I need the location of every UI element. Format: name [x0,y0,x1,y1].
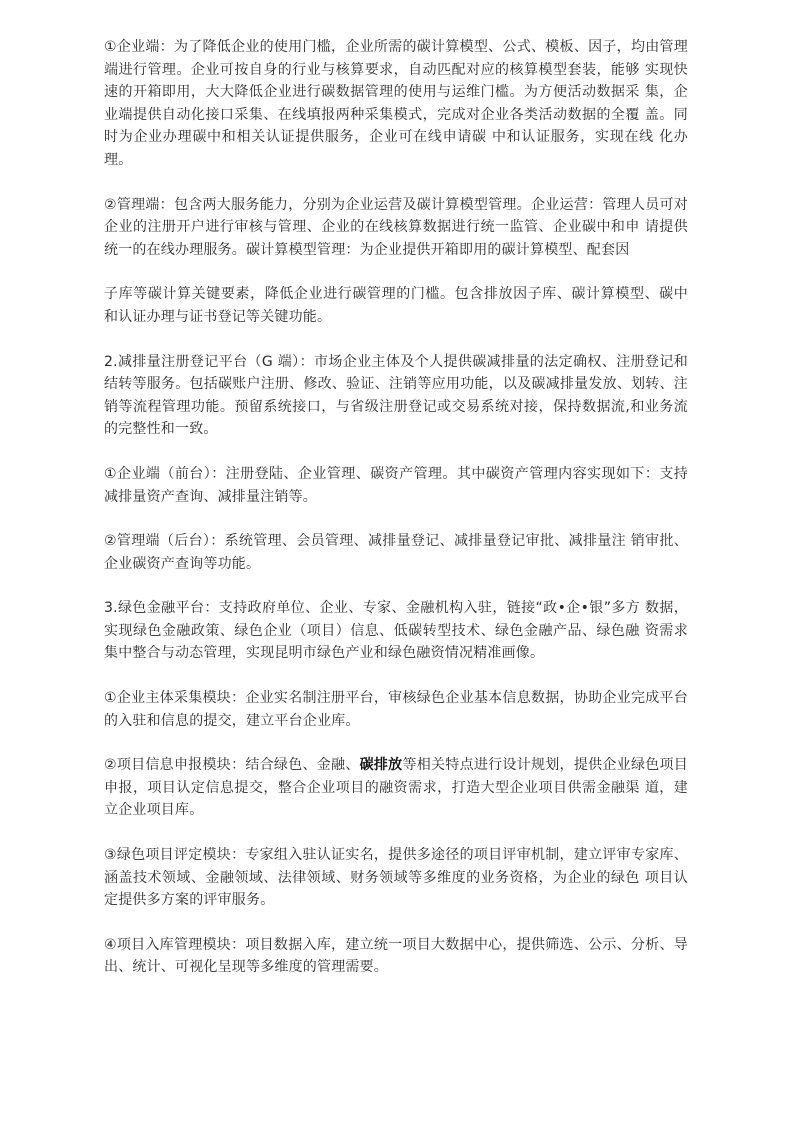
document-body [104,36,688,1001]
paragraph-emission-registry: 2.减排量注册登记平台（G 端）：市场企业主体及个人提供碳减排量的法定确权、注册登记和结转等服务。包括碳账户注册、修改、验证、注销等应用功能，以及碳减排量发放、划转、注销等流程管理功能。预留系统接口，与省级注册登记或交易系统对接，保持数据流,和业务流的完整性和一致。 [104,353,688,438]
paragraph-management-end: ②管理端：包含两大服务能力，分别为企业运营及碳计算模型管理。企业运营：管理人员可对企业的注册开户进行审核与管理、企业的在线核算数据进行统一监管、企业碳中和申 请提供统一的在线办理服务。碳计算模型管理：为企业提供开箱即用的碳计算模型、配套因 [104,196,688,258]
paragraph-project-evaluation: ③绿色项目评定模块：专家组入驻认证实名，提供多途径的项目评审机制，建立评审专家库、涵盖技术领域、金融领域、法律领域、财务领域等多维度的业务资格，为企业的绿色 项目认定提供多方案的评审服务。 [104,847,688,909]
project-text-before: ②项目信息申报模块：结合绿色、金融、 [104,757,360,774]
project-text-bold: 碳排放 [359,757,403,774]
paragraph-registry-frontend: ①企业端（前台）：注册登陆、企业管理、碳资产管理。其中碳资产管理内容实现如下：支持减排量资产查询、减排量注销等。 [104,465,688,505]
project-text-after: 等相关特点进行设计规划，提供企业绿色项目申报，项目认定信息提交，整合企业项目的融资需求，打造大型企业项目供需金融渠 道，建立企业项目库。 [104,757,688,819]
paragraph-project-storage: ④项目入库管理模块：项目数据入库，建立统一项目大数据中心，提供筛选、公示、分析、导出、统计、可视化呈现等多维度的管理需要。 [104,936,688,976]
paragraph-enterprise-collection: ①企业主体采集模块：企业实名制注册平台，审核绿色企业基本信息数据，协助企业完成平台的入驻和信息的提交，建立平台企业库。 [104,690,688,729]
paragraph-green-finance: 3.绿色金融平台：支持政府单位、企业、专家、金融机构入驻，链接“政•企•银”多方 数据，实现绿色金融政策、绿色企业（项目）信息、低碳转型技术、绿色金融产品、绿色融 资需求集中整合与动态管理，实现昆明市绿色产业和绿色融资情况精准画像。 [104,600,688,662]
paragraph-project-declaration [104,754,688,822]
paragraph-registry-backend: ②管理端（后台）：系统管理、会员管理、减排量登记、减排量登记审批、减排量注 销审批、企业碳资产查询等功能。 [104,533,688,572]
paragraph-enterprise-end: ①企业端：为了降低企业的使用门槛，企业所需的碳计算模型、公式、模板、因子，均由管理端进行管理。企业可按自身的行业与核算要求，自动匹配对应的核算模型套装，能够 实现快速的开箱即用，大大降低企业进行碳数据管理的使用与运维门槛。为方便活动数据采 集，企业端提供自动化接口采集、在线填报两种采集模式，完成对企业各类活动数据的全覆 盖。同时为企业办理碳中和相关认证提供服务，企业可在线申请碳 中和认证服务，实现在线 化办理。 [104,39,688,168]
paragraph-factor-library: 子库等碳计算关键要素，降低企业进行碳管理的门槛。包含排放因子库、碳计算模型、碳中 和认证办理与证书登记等关键功能。 [104,286,688,325]
